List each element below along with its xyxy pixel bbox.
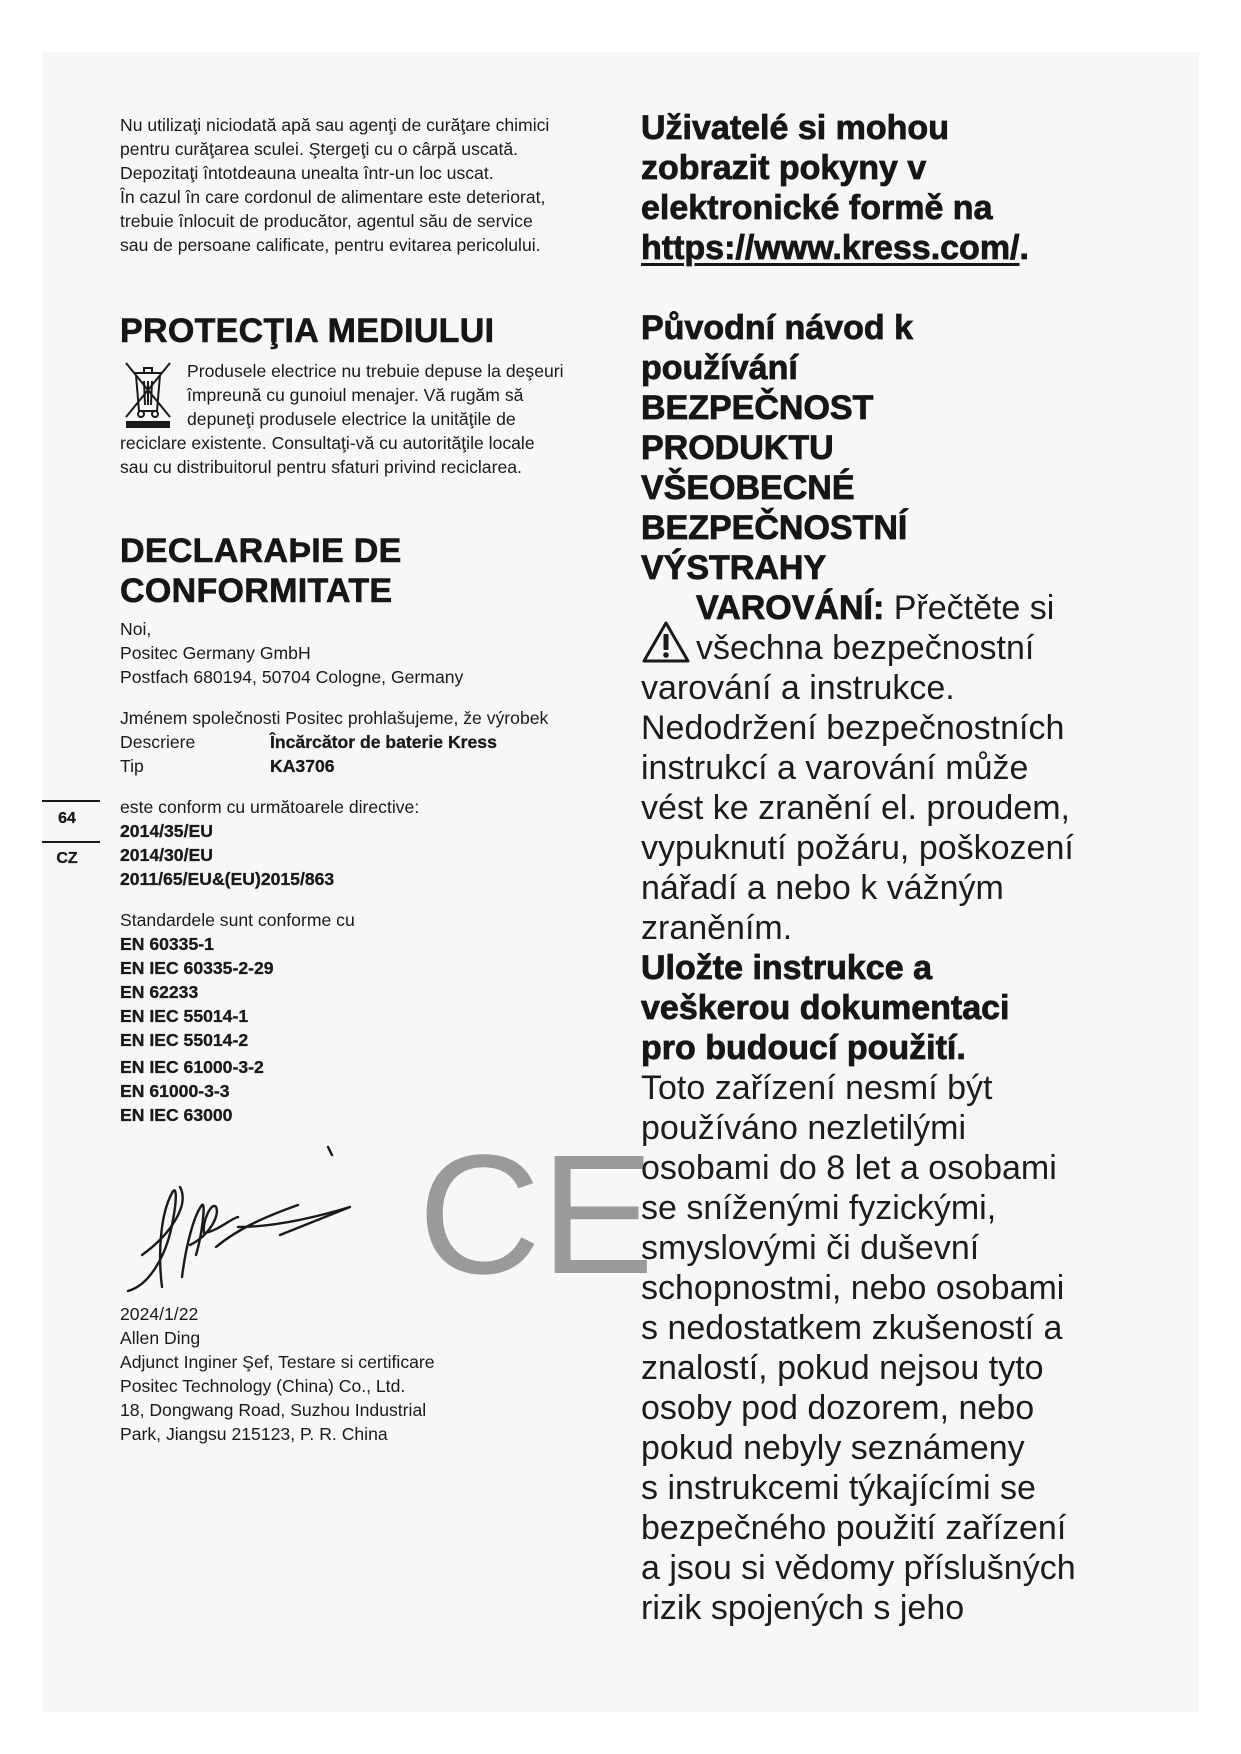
- safety-heading-line: VŠEOBECNÉ: [641, 469, 855, 507]
- body-line: varování a instrukce.: [641, 669, 955, 707]
- text-line: trebuie înlocuit de producător, agentul său de service: [120, 211, 533, 231]
- text-line: depuneţi produsele electrice la unităţile de: [187, 409, 516, 429]
- body-line: instrukcí a varování může: [641, 749, 1029, 787]
- save-line: Uložte instrukce a: [641, 949, 932, 987]
- body-line: s nedostatkem zkušeností a: [641, 1309, 1063, 1347]
- type-value: KA3706: [270, 756, 335, 776]
- body-line: osoby pod dozorem, nebo: [641, 1389, 1035, 1427]
- directive-item: 2014/30/EU: [120, 845, 213, 865]
- text-line: Produsele electrice nu trebuie depuse la deşeuri: [187, 361, 564, 381]
- right-column: [641, 108, 1201, 1628]
- env-paragraph: [120, 359, 610, 479]
- env-heading: PROTECŢIA MEDIULUI: [120, 312, 495, 350]
- description-label: Descriere: [120, 732, 196, 752]
- type-row: [120, 754, 610, 778]
- text-line: Nu utilizaţi niciodată apă sau agenţi de curăţare chimici: [120, 115, 550, 135]
- description-value: Încărcător de baterie Kress: [270, 732, 497, 752]
- sidebar-divider-bottom: [42, 841, 100, 843]
- directive-item: 2011/65/EU&(EU)2015/863: [120, 869, 335, 889]
- warning-triangle-icon: [641, 620, 691, 664]
- body-line: zraněním.: [641, 909, 793, 947]
- directives-intro: este conform cu următoarele directive:: [120, 797, 420, 817]
- declaration-address: Postfach 680194, 50704 Cologne, Germany: [120, 667, 464, 687]
- text-line: Depozitaţi întotdeauna unealta într-un loc uscat.: [120, 163, 494, 183]
- save-line: pro budoucí použití.: [641, 1029, 966, 1067]
- safety-heading-line: BEZPEČNOST: [641, 389, 874, 427]
- page-number: 64: [58, 810, 76, 827]
- text-line: sau de persoane calificate, pentru evitarea pericolului.: [120, 235, 541, 255]
- safety-heading-line: BEZPEČNOSTNÍ: [641, 509, 908, 547]
- warning-line: všechna bezpečnostní: [696, 629, 1035, 667]
- body-line: Toto zařízení nesmí být: [641, 1069, 993, 1107]
- standard-item: EN 60335-1: [120, 934, 214, 954]
- standard-item: EN IEC 61000-3-2: [120, 1057, 264, 1077]
- save-instructions-block: [641, 948, 1201, 1068]
- care-paragraph: [120, 113, 610, 257]
- body-line: bezpečného použití zařízení: [641, 1509, 1067, 1547]
- safety-heading-line: Původní návod k: [641, 309, 914, 347]
- left-column: [120, 113, 655, 1446]
- description-row: [120, 730, 610, 754]
- safety-heading-block: [641, 308, 1201, 588]
- intro-line: zobrazit pokyny v: [641, 149, 927, 187]
- declaration-body: [120, 617, 610, 1127]
- safety-heading-line: VÝSTRAHY: [641, 549, 827, 587]
- signature-icon: [120, 1135, 380, 1295]
- declaration-company: Positec Germany GmbH: [120, 643, 311, 663]
- manufacturer-name: Positec Technology (China) Co., Ltd.: [120, 1376, 406, 1396]
- save-line: veškerou dokumentaci: [641, 989, 1010, 1027]
- body-line: znalostí, pokud nejsou tyto: [641, 1349, 1044, 1387]
- body-line: vypuknutí požáru, poškození: [641, 829, 1074, 867]
- text-line: reciclare existente. Consultaţi-vă cu autorităţile locale: [120, 433, 535, 453]
- warning-label: VAROVÁNÍ:: [696, 589, 885, 627]
- warning-text: Přečtěte si: [884, 589, 1055, 627]
- signatory-block: [120, 1302, 610, 1446]
- declaration-we: Noi,: [120, 619, 152, 639]
- kress-url-link[interactable]: https://www.kress.com/: [641, 229, 1020, 267]
- weee-bin-icon: [120, 359, 176, 429]
- warning-line: [641, 588, 1201, 628]
- declaration-heading-line1: DECLARAÞIE DE: [120, 532, 402, 570]
- type-label: Tip: [120, 756, 144, 776]
- intro-line: elektronické formě na: [641, 189, 993, 227]
- safety-heading-line: PRODUKTU: [641, 429, 834, 467]
- body-line: se sníženými fyzickými,: [641, 1189, 997, 1227]
- body-line: vést ke zranění el. proudem,: [641, 789, 1071, 827]
- url-line: [641, 228, 1201, 268]
- language-code: CZ: [56, 850, 78, 867]
- sidebar-divider-top: [42, 800, 100, 802]
- body-line: rizik spojených s jeho: [641, 1589, 965, 1627]
- body-line: osobami do 8 let a osobami: [641, 1149, 1057, 1187]
- ce-mark-text: CE: [418, 1120, 655, 1310]
- ce-mark-icon: [418, 1120, 655, 1310]
- body-line: schopnostmi, nebo osobami: [641, 1269, 1065, 1307]
- standards-intro: Standardele sunt conforme cu: [120, 910, 355, 930]
- directive-item: 2014/35/EU: [120, 821, 213, 841]
- body-line: a jsou si vědomy příslušných: [641, 1549, 1076, 1587]
- declaration-statement: Jménem společnosti Positec prohlašujeme, že výrobek: [120, 708, 549, 728]
- signer-title: Adjunct Inginer Şef, Testare si certificare: [120, 1352, 435, 1372]
- text-line: pentru curăţarea sculei. Ştergeţi cu o cârpă uscată.: [120, 139, 519, 159]
- standard-item: EN 62233: [120, 982, 199, 1002]
- manufacturer-address: 18, Dongwang Road, Suzhou Industrial: [120, 1400, 427, 1420]
- body-line: nářadí a nebo k vážným: [641, 869, 1004, 907]
- body-line: Nedodržení bezpečnostních: [641, 709, 1065, 747]
- signature-area: [120, 1120, 655, 1310]
- standard-item: EN IEC 60335-2-29: [120, 958, 274, 978]
- body-line: smyslovými či duševní: [641, 1229, 980, 1267]
- declaration-heading-line2: CONFORMITATE: [120, 572, 393, 610]
- url-period: .: [1019, 229, 1029, 267]
- safety-heading-line: používání: [641, 349, 798, 387]
- declaration-date: 2024/1/22: [120, 1304, 199, 1324]
- standard-item: EN IEC 63000: [120, 1105, 233, 1125]
- standard-item: EN IEC 55014-1: [120, 1006, 249, 1026]
- standard-item: EN 61000-3-3: [120, 1081, 230, 1101]
- standard-item: EN IEC 55014-2: [120, 1030, 249, 1050]
- manufacturer-address: Park, Jiangsu 215123, P. R. China: [120, 1424, 388, 1444]
- text-line: sau cu distribuitorul pentru sfaturi privind reciclarea.: [120, 457, 522, 477]
- body-line: pokud nebyly seznámeny: [641, 1429, 1025, 1467]
- text-line: împreună cu gunoiul menajer. Vă rugăm să: [187, 385, 524, 405]
- warning-block: [641, 588, 1201, 948]
- body-line: s instrukcemi týkajícími se: [641, 1469, 1036, 1507]
- text-line: În cazul în care cordonul de alimentare este deteriorat,: [120, 187, 546, 207]
- signer-name: Allen Ding: [120, 1328, 201, 1348]
- usage-restriction-block: [641, 1068, 1201, 1628]
- intro-line: Uživatelé si mohou: [641, 109, 949, 147]
- body-line: používáno nezletilými: [641, 1109, 967, 1147]
